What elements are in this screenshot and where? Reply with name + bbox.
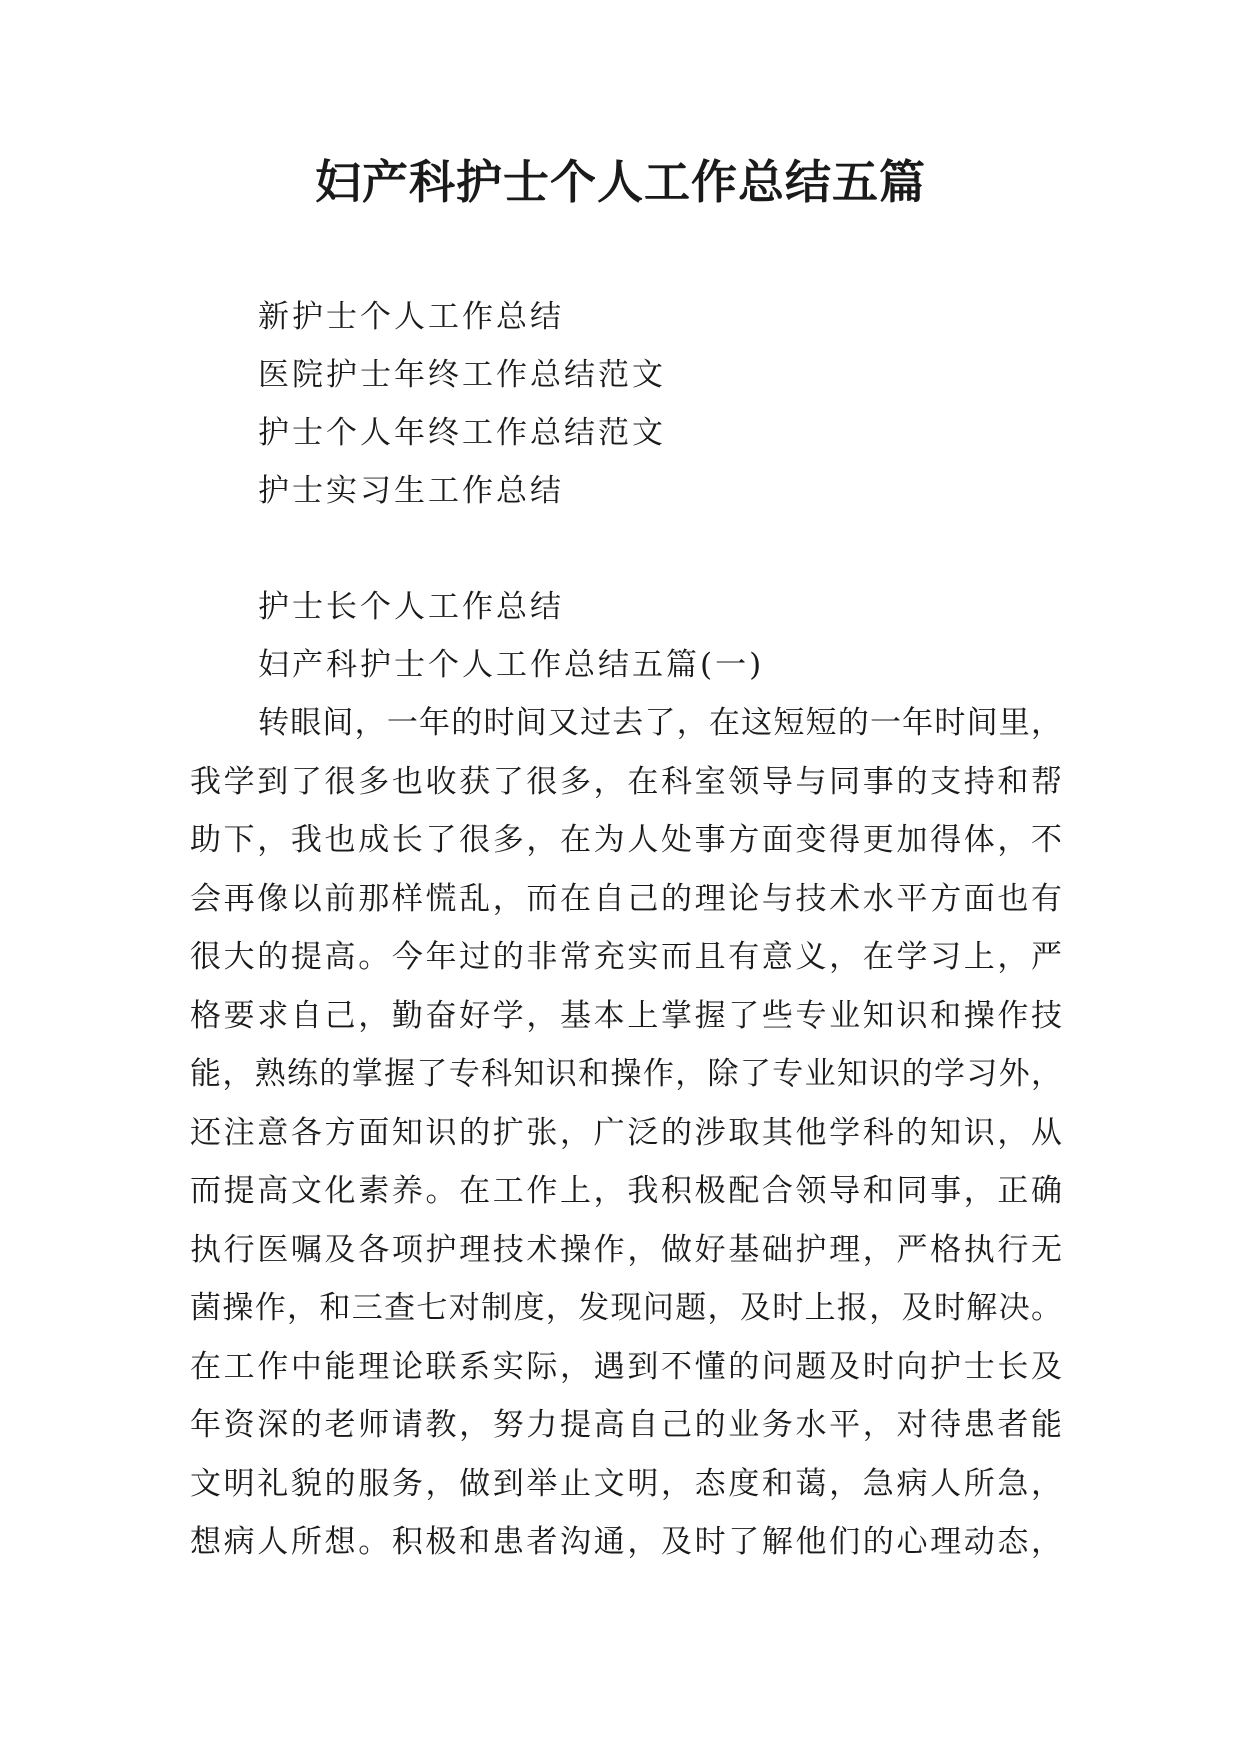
body-line: 还注意各方面知识的扩张，广泛的涉取其他学科的知识，从: [190, 1114, 1062, 1151]
body-paragraph: [190, 694, 1062, 1572]
related-link[interactable]: 护士实习生工作总结: [258, 473, 564, 509]
body-line: 而提高文化素养。在工作上，我积极配合领导和同事，正确: [190, 1173, 1062, 1209]
body-line: 会再像以前那样慌乱，而在自己的理论与技术水平方面也有: [190, 880, 1062, 917]
body-line: 文明礼貌的服务，做到举止文明，态度和蔼，急病人所急，: [190, 1465, 1062, 1502]
related-link[interactable]: 护士个人年终工作总结范文: [258, 415, 666, 451]
body-line: 执行医嘱及各项护理技术操作，做好基础护理，严格执行无: [190, 1231, 1062, 1268]
body-line: 年资深的老师请教，努力提高自己的业务水平，对待患者能: [190, 1407, 1062, 1443]
related-link[interactable]: 新护士个人工作总结: [258, 299, 564, 335]
body-line: 转眼间，一年的时间又过去了，在这短短的一年时间里，: [258, 705, 1062, 741]
body-line: 助下，我也成长了很多，在为人处事方面变得更加得体，不: [190, 822, 1062, 858]
related-links-list: [258, 288, 666, 636]
body-line: 很大的提高。今年过的非常充实而且有意义，在学习上，严: [190, 939, 1062, 975]
body-line: 格要求自己，勤奋好学，基本上掌握了些专业知识和操作技: [190, 997, 1062, 1034]
section-heading: 妇产科护士个人工作总结五篇(一): [258, 647, 765, 683]
document-title: 妇产科护士个人工作总结五篇: [315, 155, 926, 209]
related-link[interactable]: 医院护士年终工作总结范文: [258, 357, 666, 393]
body-line: 想病人所想。积极和患者沟通，及时了解他们的心理动态，: [190, 1524, 1062, 1560]
body-line: 我学到了很多也收获了很多，在科室领导与同事的支持和帮: [190, 763, 1062, 800]
related-link[interactable]: 护士长个人工作总结: [258, 589, 564, 625]
body-line: 菌操作，和三查七对制度，发现问题，及时上报，及时解决。: [190, 1290, 1062, 1326]
body-line: 能，熟练的掌握了专科知识和操作，除了专业知识的学习外，: [190, 1056, 1062, 1092]
body-line: 在工作中能理论联系实际，遇到不懂的问题及时向护士长及: [190, 1348, 1062, 1385]
